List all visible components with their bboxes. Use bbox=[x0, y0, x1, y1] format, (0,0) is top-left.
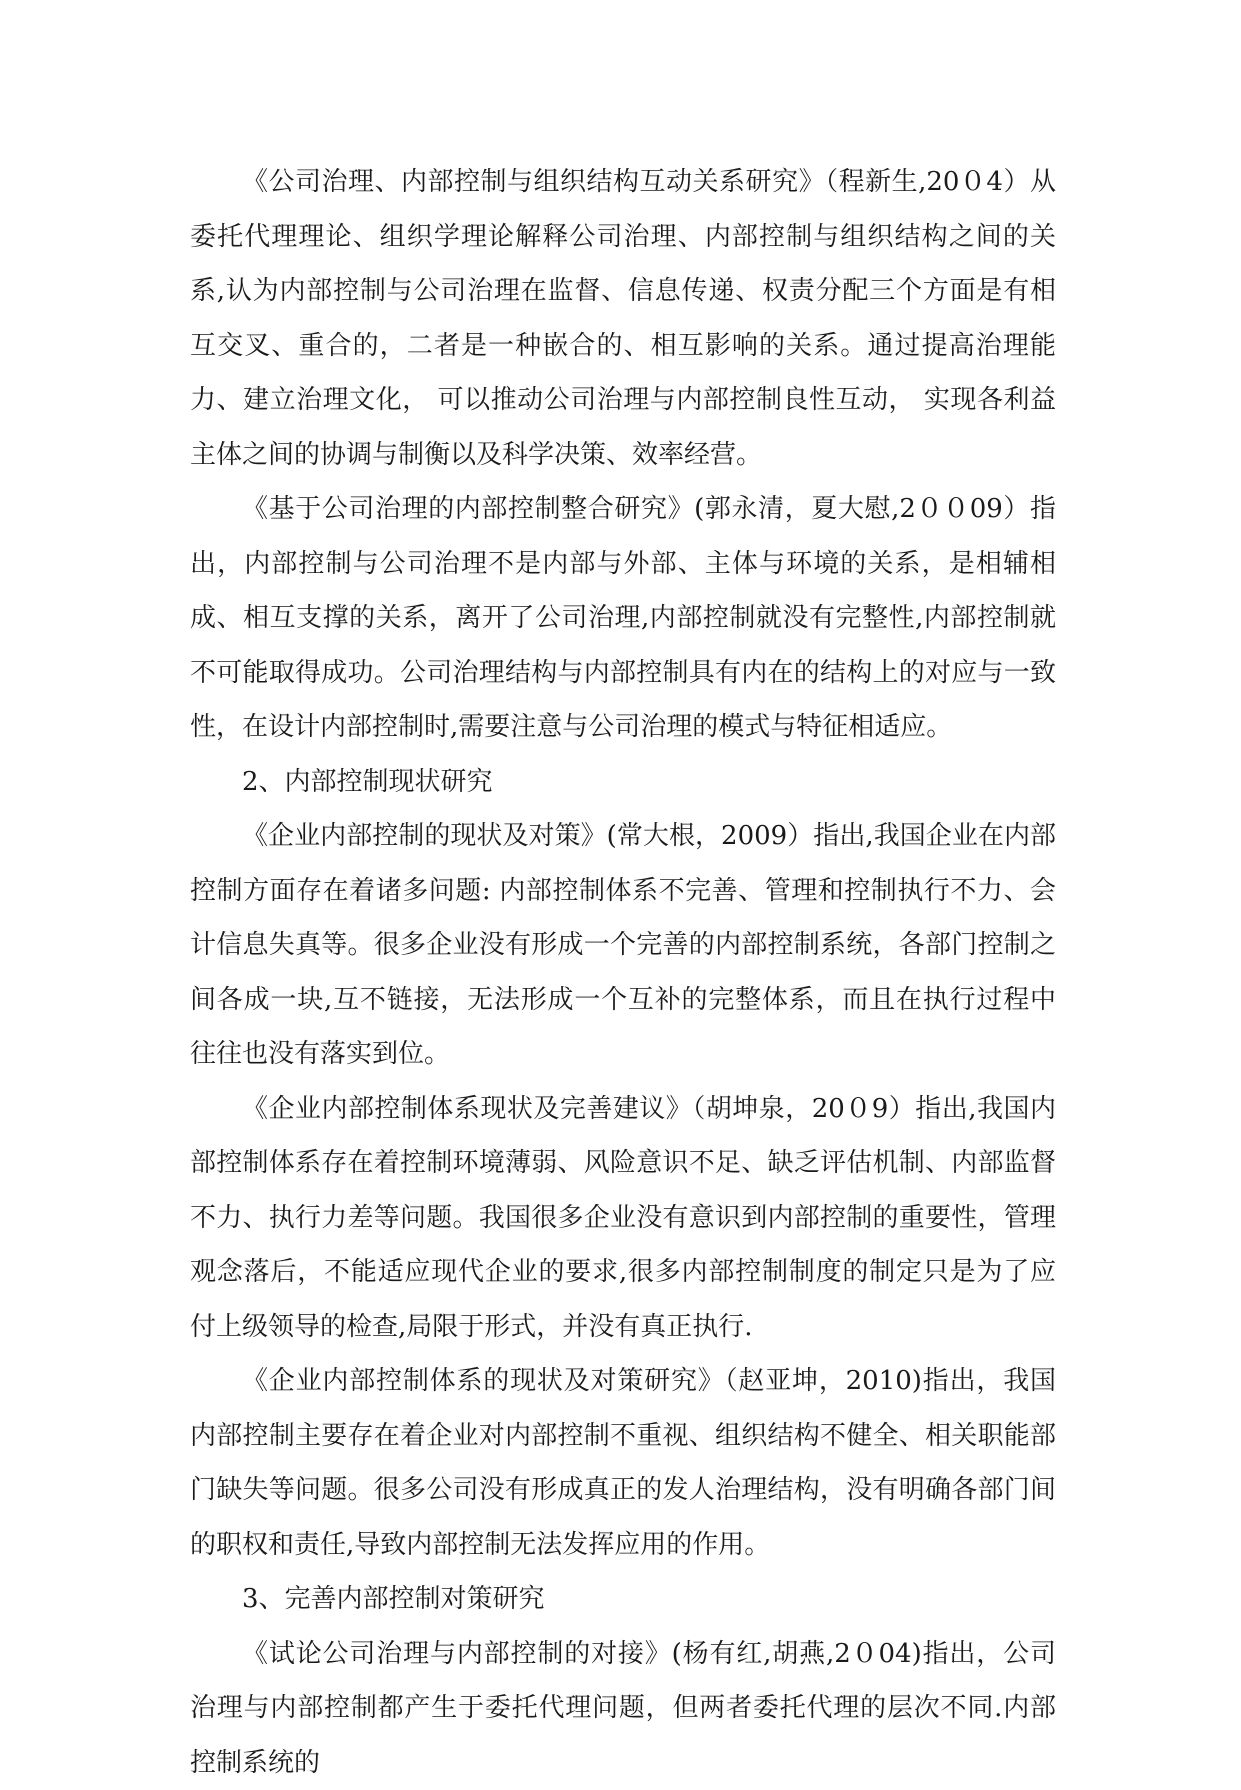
section-heading: 3、完善内部控制对策研究 bbox=[190, 1572, 1056, 1627]
paragraph: 《试论公司治理与内部控制的对接》(杨有红,胡燕,2０04)指出，公司治理与内部控制都产生于委托代理问题，但两者委托代理的层次不同.内部控制系统的 bbox=[190, 1627, 1056, 1790]
paragraph: 《企业内部控制体系的现状及对策研究》（赵亚坤，2010)指出，我国内部控制主要存在着企业对内部控制不重视、组织结构不健全、相关职能部门缺失等问题。很多公司没有形成真正的发人治理结构，没有明确各部门间的职权和责任,导致内部控制无法发挥应用的作用。 bbox=[190, 1354, 1056, 1572]
paragraph: 《企业内部控制的现状及对策》(常大根，2009）指出,我国企业在内部控制方面存在着诸多问题: 内部控制体系不完善、管理和控制执行不力、会计信息失真等。很多企业没有形成一个完善的内部控制系统，各部门控制之间各成一块,互不链接，无法形成一个互补的完整体系，而且在执行过程中往往也没有落实到位。 bbox=[190, 809, 1056, 1082]
document-page bbox=[190, 155, 1056, 1790]
paragraph: 《企业内部控制体系现状及完善建议》（胡坤泉，20０9）指出,我国内部控制体系存在着控制环境薄弱、风险意识不足、缺乏评估机制、内部监督不力、执行力差等问题。我国很多企业没有意识到内部控制的重要性，管理观念落后，不能适应现代企业的要求,很多内部控制制度的制定只是为了应付上级领导的检查,局限于形式，并没有真正执行. bbox=[190, 1082, 1056, 1355]
paragraph: 《公司治理、内部控制与组织结构互动关系研究》（程新生,20０4）从委托代理理论、组织学理论解释公司治理、内部控制与组织结构之间的关系,认为内部控制与公司治理在监督、信息传递、权责分配三个方面是有相互交叉、重合的，二者是一种嵌合的、相互影响的关系。通过提高治理能力、建立治理文化， 可以推动公司治理与内部控制良性互动， 实现各利益主体之间的协调与制衡以及科学决策、效率经营。 bbox=[190, 155, 1056, 482]
section-heading: 2、内部控制现状研究 bbox=[190, 755, 1056, 810]
paragraph: 《基于公司治理的内部控制整合研究》(郭永清，夏大慰,2００09）指出，内部控制与公司治理不是内部与外部、主体与环境的关系，是相辅相成、相互支撑的关系，离开了公司治理,内部控制就没有完整性,内部控制就不可能取得成功。公司治理结构与内部控制具有内在的结构上的对应与一致性，在设计内部控制时,需要注意与公司治理的模式与特征相适应。 bbox=[190, 482, 1056, 755]
